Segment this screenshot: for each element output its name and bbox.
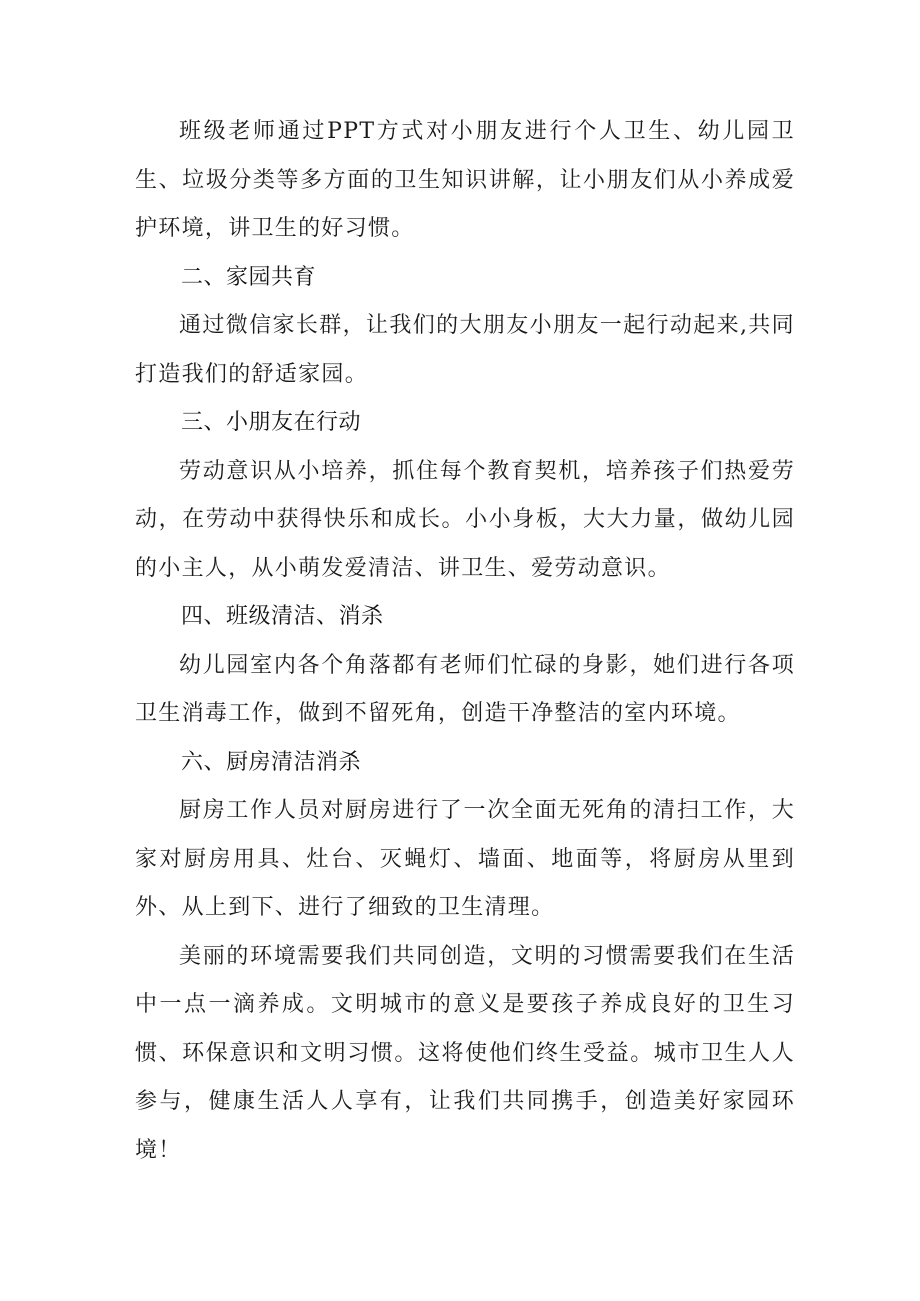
paragraph-class-cleaning: 幼儿园室内各个角落都有老师们忙碌的身影，她们进行各项卫生消毒工作，做到不留死角，创造干净整洁的室内环境。 — [135, 652, 795, 726]
paragraph-conclusion: 美丽的环境需要我们共同创造，文明的习惯需要我们在生活中一点一滴养成。文明城市的意义是要孩子养成良好的卫生习惯、环保意识和文明习惯。这将使他们终生受益。城市卫生人人参与，健康生活人人享有，让我们共同携手，创造美好家园环境！ — [135, 943, 795, 1163]
paragraph-kids-in-action: 劳动意识从小培养，抓住每个教育契机，培养孩子们热爱劳动，在劳动中获得快乐和成长。小小身板，大大力量，做幼儿园的小主人，从小萌发爱清洁、讲卫生、爱劳动意识。 — [135, 458, 795, 581]
heading-kids-in-action: 三、小朋友在行动 — [181, 410, 362, 435]
heading-class-cleaning: 四、班级清洁、消杀 — [181, 604, 384, 629]
paragraph-kitchen-cleaning: 厨房工作人员对厨房进行了一次全面无死角的清扫工作，大家对厨房用具、灶台、灭蝇灯、墙面、地面等，将厨房从里到外、从上到下、进行了细致的卫生清理。 — [135, 798, 795, 920]
heading-home-school: 二、家园共育 — [181, 264, 317, 290]
paragraph-home-school: 通过微信家长群，让我们的大朋友小朋友一起行动起来,共同打造我们的舒适家园。 — [135, 313, 795, 387]
document-body — [135, 108, 795, 1175]
heading-kitchen-cleaning: 六、厨房清洁消杀 — [181, 749, 362, 775]
paragraph-hygiene-lesson: 班级老师通过PPT方式对小朋友进行个人卫生、幼儿园卫生、垃圾分类等多方面的卫生知识讲解，让小朋友们从小养成爱护环境，讲卫生的好习惯。 — [135, 119, 795, 241]
